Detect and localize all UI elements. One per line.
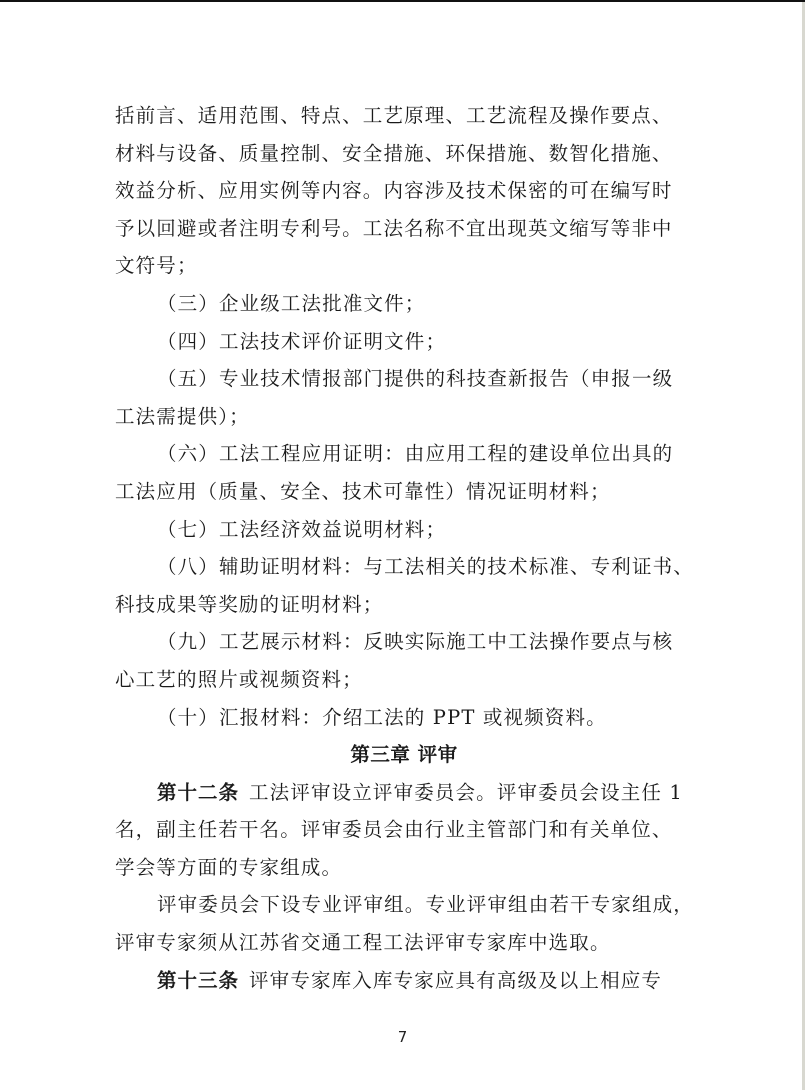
text-line: 心工艺的照片或视频资料；	[115, 667, 363, 691]
text-line: 工法需提供）；	[115, 404, 250, 428]
list-item-8	[115, 548, 701, 623]
list-item-6	[115, 435, 701, 510]
text-line: （四）工法技术评价证明文件；	[157, 329, 447, 353]
page-top-border	[0, 0, 805, 2]
text-line: 材料与设备、质量控制、安全措施、环保措施、数智化措施、	[115, 141, 673, 165]
list-item-10	[115, 699, 701, 737]
text-line: （六）工法工程应用证明：由应用工程的建设单位出具的	[157, 442, 674, 466]
list-item-3	[115, 285, 701, 323]
text-line: （三）企业级工法批准文件；	[157, 291, 426, 315]
text-line: 予以回避或者注明专利号。工法名称不宜出现英文缩写等非中	[115, 216, 673, 240]
list-item-5	[115, 360, 701, 435]
article-12-paragraph-2	[115, 886, 701, 961]
text-line: （八）辅助证明材料：与工法相关的技术标准、专利证书、	[157, 555, 694, 579]
text-line: 工法评审设立评审委员会。评审委员会设主任 1	[249, 780, 683, 804]
list-item-4	[115, 323, 701, 361]
article-13	[115, 962, 701, 1000]
text-line: （七）工法经济效益说明材料；	[157, 517, 447, 541]
text-line: （十）汇报材料：介绍工法的 PPT 或视频资料。	[157, 705, 607, 729]
list-item-9	[115, 623, 701, 698]
text-line: 文符号；	[115, 254, 198, 278]
text-line: 名，副主任若干名。评审委员会由行业主管部门和有关单位、	[115, 818, 673, 842]
text-line: 评审专家库入库专家应具有高级及以上相应专	[249, 968, 663, 992]
text-line: 科技成果等奖励的证明材料；	[115, 592, 384, 616]
text-line: 工法应用（质量、安全、技术可靠性）情况证明材料；	[115, 479, 611, 503]
text-line: （九）工艺展示材料：反映实际施工中工法操作要点与核	[157, 630, 674, 654]
page-number: 7	[397, 1028, 408, 1046]
text-line: 评审委员会下设专业评审组。专业评审组由若干专家组成，	[157, 893, 694, 917]
document-page	[115, 97, 701, 999]
text-line: 括前言、适用范围、特点、工艺原理、工艺流程及操作要点、	[115, 104, 673, 127]
text-line: 学会等方面的专家组成。	[115, 855, 343, 879]
article-label: 第十三条	[157, 968, 240, 992]
text-line: （五）专业技术情报部门提供的科技查新报告（申报一级	[157, 367, 674, 391]
continuation-paragraph	[115, 97, 701, 285]
text-line: 评审专家须从江苏省交通工程工法评审专家库中选取。	[115, 931, 611, 955]
list-item-7	[115, 511, 701, 549]
article-12	[115, 774, 701, 887]
chapter-heading: 第三章 评审	[350, 743, 458, 767]
article-label: 第十二条	[157, 780, 240, 804]
text-line: 效益分析、应用实例等内容。内容涉及技术保密的可在编写时	[115, 179, 673, 203]
